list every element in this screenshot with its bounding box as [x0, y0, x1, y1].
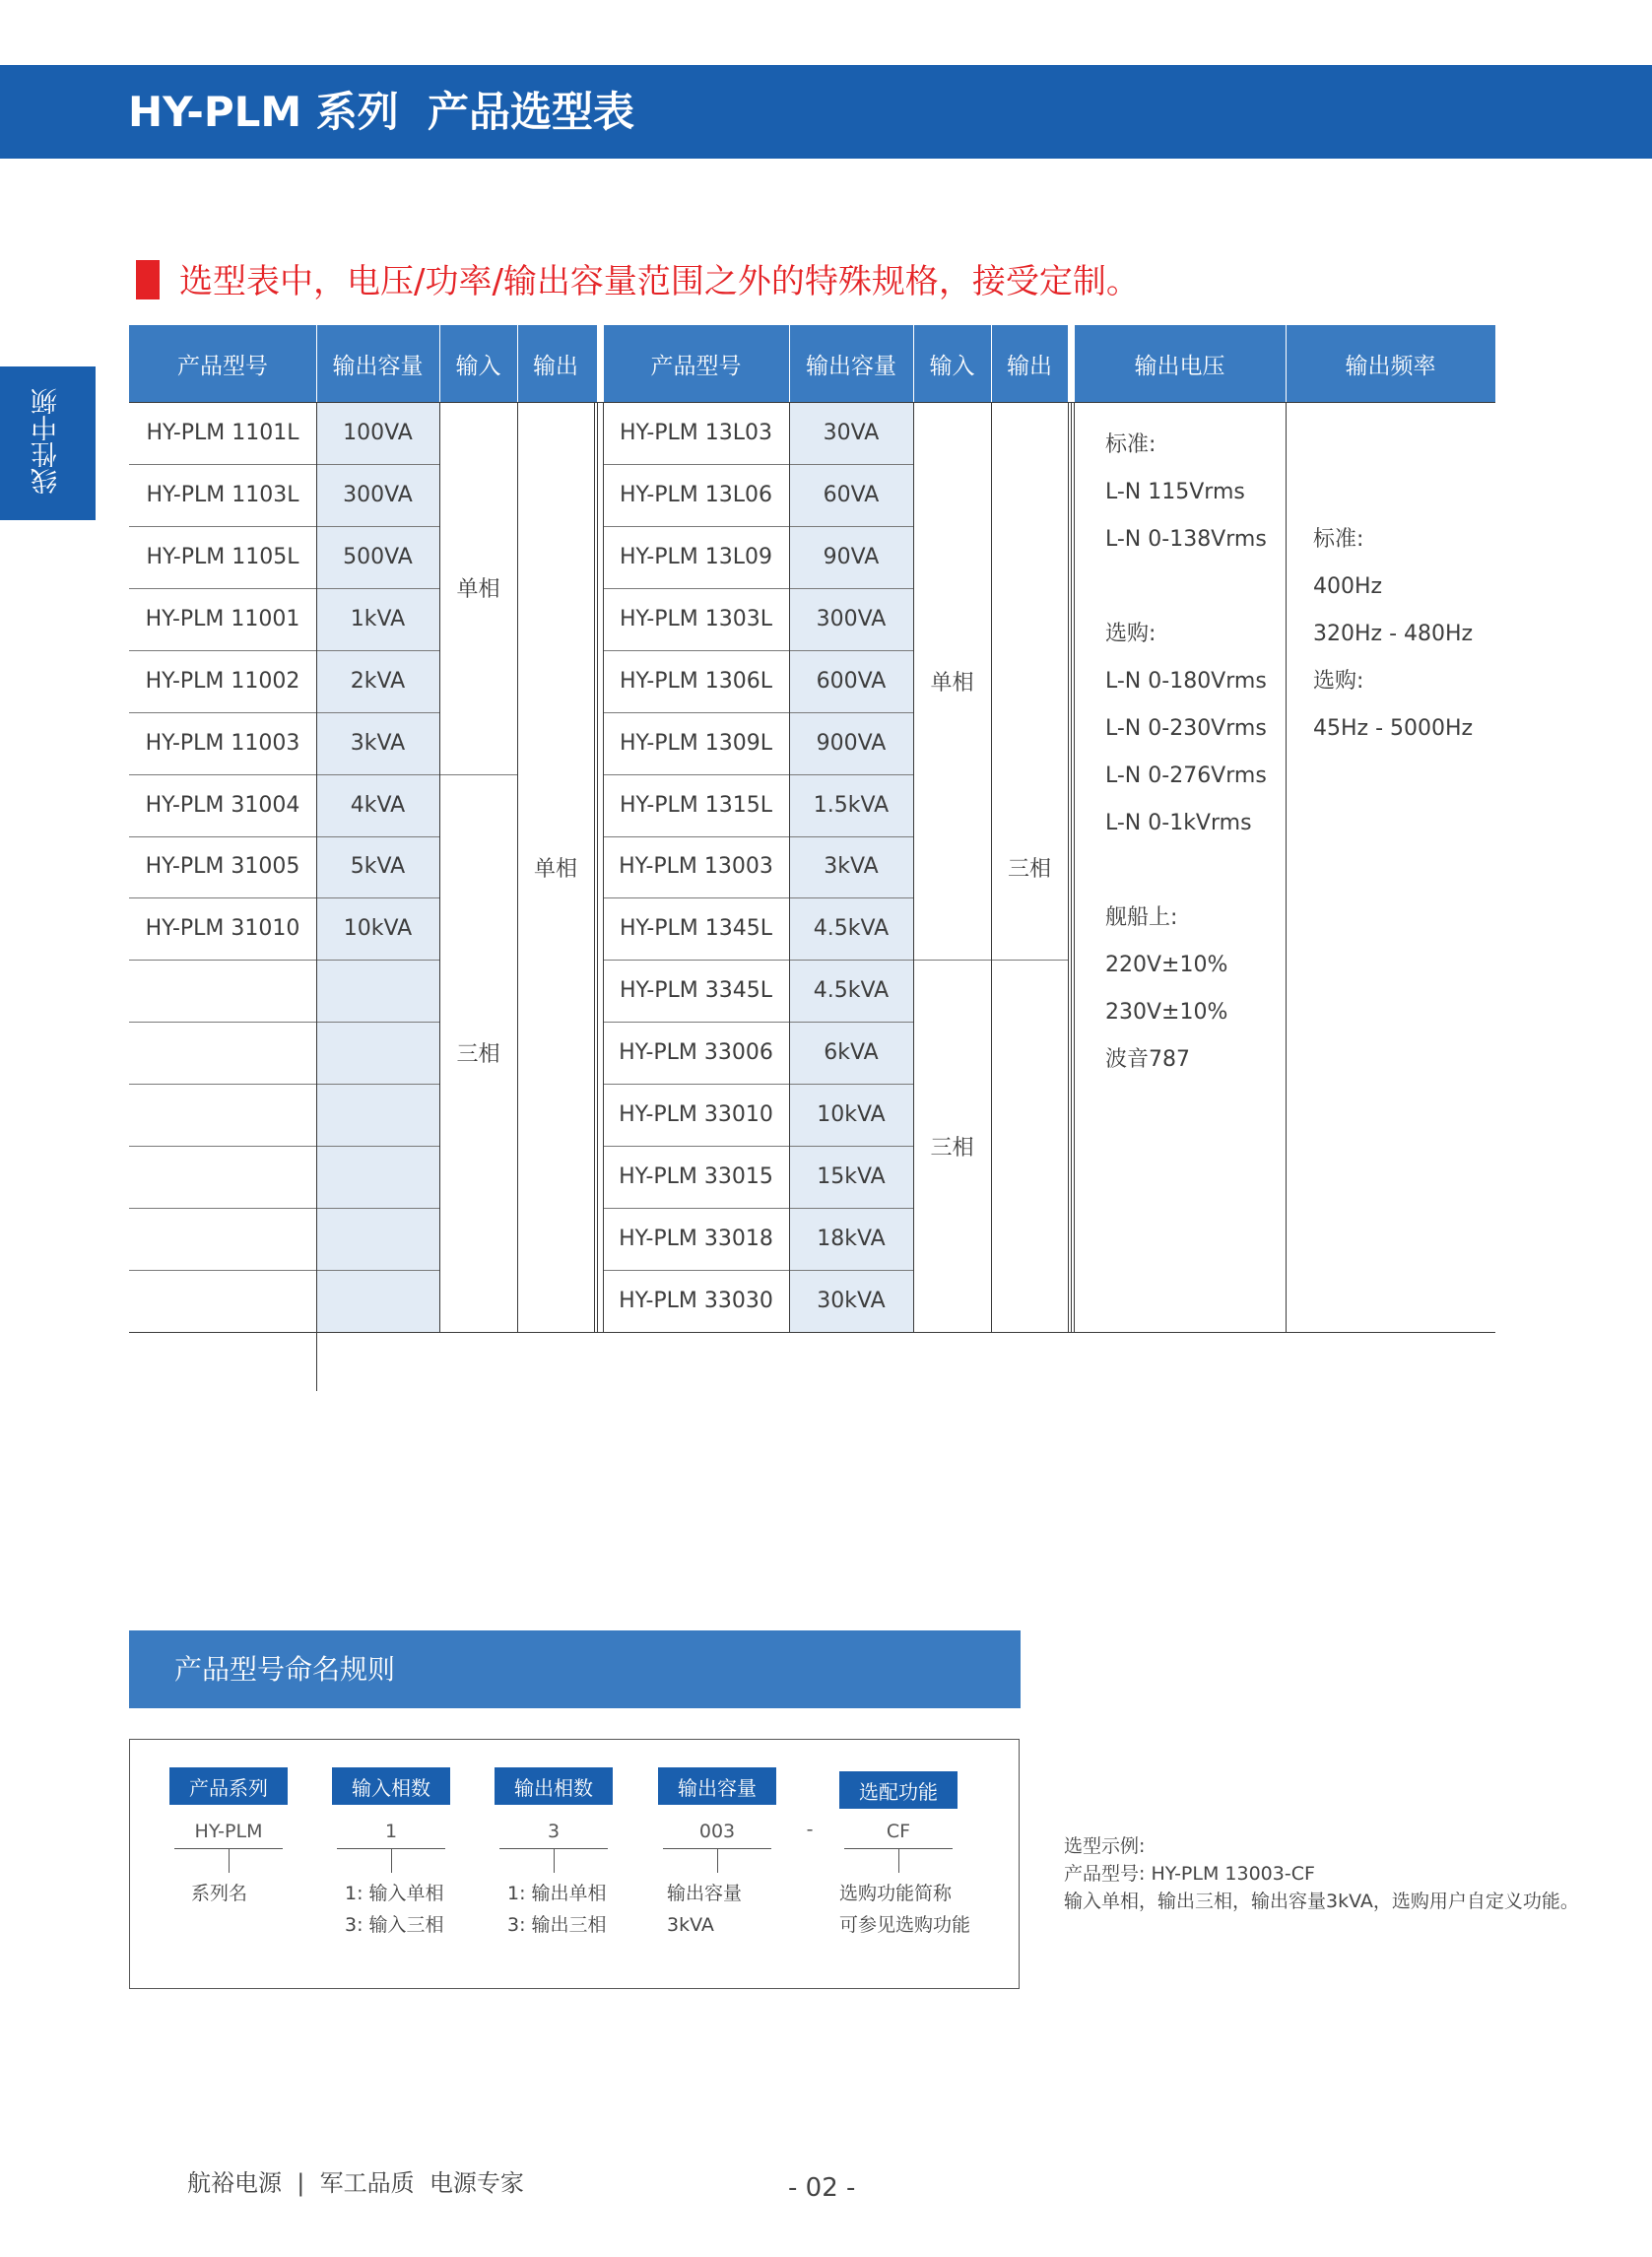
row-divider: [603, 712, 913, 713]
table-header-cell: 产品型号: [177, 353, 268, 379]
input-phase-cell: 三相: [930, 1135, 974, 1161]
output-voltage-line: 230V±10%: [1105, 1000, 1228, 1025]
table-header-cell: 输出: [1007, 353, 1052, 379]
output-phase-cell: 三相: [1007, 856, 1051, 882]
capacity-cell: 3kVA: [350, 730, 406, 756]
notice-marker: [136, 260, 160, 299]
column-divider: [439, 402, 440, 1332]
model-cell: HY-PLM 33006: [619, 1040, 773, 1066]
model-cell: HY-PLM 11001: [145, 606, 300, 631]
model-cell: HY-PLM 1315L: [619, 792, 773, 818]
naming-label: 选配功能: [839, 1771, 958, 1809]
model-cell: HY-PLM 33018: [619, 1227, 773, 1252]
row-divider: [603, 1084, 913, 1085]
capacity-cell: 5kVA: [350, 854, 406, 880]
output-voltage-line: L-N 115Vrms: [1105, 480, 1245, 504]
table-header-cell: 输出容量: [806, 353, 896, 379]
naming-label: 产品系列: [169, 1767, 288, 1805]
model-cell: HY-PLM 1303L: [619, 606, 773, 631]
model-cell: HY-PLM 13L06: [619, 482, 773, 507]
column-divider: [789, 402, 790, 1332]
row-divider: [129, 774, 439, 775]
row-divider: [603, 836, 913, 837]
output-voltage-line: 选购:: [1105, 622, 1156, 646]
output-voltage-line: 标准:: [1105, 432, 1156, 457]
example-line: 产品型号: HY-PLM 13003-CF: [1064, 1863, 1315, 1885]
model-cell: HY-PLM 13L03: [619, 420, 773, 445]
row-divider: [603, 464, 913, 465]
capacity-cell: 10kVA: [343, 916, 413, 942]
row-divider: [129, 526, 439, 527]
output-frequency-line: 320Hz - 480Hz: [1313, 622, 1474, 646]
header-divider: [597, 325, 603, 402]
row-divider: [603, 526, 913, 527]
naming-value: CF: [886, 1821, 911, 1842]
side-tab: [0, 366, 96, 520]
row-divider: [603, 774, 913, 775]
output-voltage-line: L-N 0-276Vrms: [1105, 763, 1267, 788]
model-cell: HY-PLM 11002: [145, 668, 300, 694]
naming-description: 3: 输入三相: [345, 1914, 444, 1936]
header-divider: [789, 325, 790, 402]
naming-description: 系列名: [191, 1883, 248, 1904]
header-divider: [991, 325, 992, 402]
model-cell: HY-PLM 1103L: [146, 482, 299, 507]
model-cell: HY-PLM 13L09: [619, 544, 773, 569]
row-divider: [603, 1208, 913, 1209]
example-line: 选型示例:: [1064, 1835, 1146, 1857]
row-divider: [129, 1022, 439, 1023]
capacity-cell: 18kVA: [817, 1227, 886, 1252]
table-bottom-line: [129, 1332, 1495, 1333]
row-divider: [129, 1146, 439, 1147]
header-divider: [1068, 325, 1074, 402]
naming-value: 003: [698, 1821, 736, 1842]
row-divider: [129, 712, 439, 713]
column-divider: [913, 402, 914, 1332]
naming-label: 输出容量: [658, 1767, 776, 1805]
column-divider: [517, 402, 518, 1332]
row-divider: [129, 464, 439, 465]
naming-label: 输出相数: [495, 1767, 613, 1805]
naming-description: 3kVA: [667, 1914, 714, 1936]
row-divider: [603, 1022, 913, 1023]
capacity-cell: 15kVA: [817, 1164, 886, 1190]
naming-tick: [391, 1849, 392, 1873]
header-divider: [517, 325, 518, 402]
input-phase-cell: 单相: [456, 577, 500, 603]
output-voltage-line: 舰船上:: [1105, 905, 1178, 930]
header-divider: [603, 325, 604, 402]
row-divider: [129, 836, 439, 837]
model-cell: HY-PLM 1306L: [619, 668, 773, 694]
row-divider: [603, 960, 913, 961]
capacity-cell: 100VA: [343, 420, 413, 445]
naming-rule-box: [129, 1739, 1020, 1989]
capacity-cell: 2kVA: [350, 668, 406, 694]
naming-description: 可参见选购功能: [839, 1914, 971, 1936]
column-divider: [316, 1332, 317, 1391]
table-header-cell: 输出电压: [1134, 353, 1225, 379]
naming-description: 输出容量: [667, 1883, 743, 1904]
input-phase-cell: 单相: [930, 670, 974, 696]
capacity-cell: 500VA: [343, 544, 413, 569]
column-divider: [1068, 402, 1069, 1332]
row-divider: [439, 774, 517, 775]
table-header-cell: 输入: [455, 353, 501, 379]
naming-value: 3: [547, 1821, 561, 1842]
column-divider: [316, 402, 317, 1332]
header-divider: [316, 325, 317, 402]
row-divider: [129, 1208, 439, 1209]
capacity-cell: 4.5kVA: [813, 978, 890, 1004]
row-divider: [603, 650, 913, 651]
output-voltage-line: L-N 0-138Vrms: [1105, 527, 1267, 552]
capacity-cell: 10kVA: [817, 1102, 886, 1128]
page-title: HY-PLM 系列 产品选型表: [128, 88, 635, 136]
header-divider: [439, 325, 440, 402]
capacity-cell: 1.5kVA: [813, 792, 890, 818]
input-phase-cell: 三相: [456, 1042, 500, 1068]
row-divider: [603, 897, 913, 898]
capacity-cell: 300VA: [343, 482, 413, 507]
naming-section-title: 产品型号命名规则: [174, 1653, 396, 1686]
naming-value: 1: [384, 1821, 398, 1842]
row-divider: [129, 897, 439, 898]
header-divider: [913, 325, 914, 402]
model-cell: HY-PLM 33030: [619, 1289, 773, 1314]
model-cell: HY-PLM 13003: [619, 854, 773, 880]
output-phase-cell: 单相: [533, 856, 577, 882]
model-cell: HY-PLM 33015: [619, 1164, 773, 1190]
capacity-cell: 1kVA: [350, 606, 406, 631]
output-frequency-line: 400Hz: [1313, 574, 1383, 599]
output-frequency-line: 选购:: [1313, 669, 1364, 694]
model-cell: HY-PLM 33010: [619, 1102, 773, 1128]
page-number: - 02 -: [788, 2173, 856, 2203]
notice-text: 选型表中，电压/功率/输出容量范围之外的特殊规格，接受定制。: [179, 262, 1140, 301]
row-divider: [129, 650, 439, 651]
naming-section-header: [129, 1630, 1021, 1708]
capacity-cell: 90VA: [823, 544, 880, 569]
table-header-cell: 输出容量: [332, 353, 424, 379]
capacity-cell: 60VA: [823, 482, 880, 507]
column-divider: [597, 402, 598, 1332]
column-divider: [1286, 402, 1287, 1332]
naming-tick: [898, 1849, 899, 1873]
model-cell: HY-PLM 31010: [145, 916, 300, 942]
capacity-cell: 900VA: [816, 730, 887, 756]
table-top-line: [129, 402, 1495, 403]
capacity-cell: 4kVA: [350, 792, 406, 818]
header-divider: [1074, 325, 1075, 402]
column-divider: [1071, 402, 1072, 1332]
naming-tick: [229, 1849, 230, 1873]
model-cell: HY-PLM 1105L: [146, 544, 299, 569]
output-frequency-line: 45Hz - 5000Hz: [1313, 716, 1474, 741]
output-voltage-line: 波音787: [1105, 1047, 1190, 1072]
naming-separator: -: [806, 1819, 814, 1840]
naming-tick: [717, 1849, 718, 1873]
row-divider: [603, 1270, 913, 1271]
header-divider: [1286, 325, 1287, 402]
column-divider: [991, 402, 992, 1332]
column-divider: [1074, 402, 1075, 1332]
model-cell: HY-PLM 31005: [145, 854, 300, 880]
model-cell: HY-PLM 31004: [145, 792, 300, 818]
table-header-cell: 输出频率: [1345, 353, 1436, 379]
output-voltage-line: L-N 0-230Vrms: [1105, 716, 1267, 741]
naming-tick: [554, 1849, 555, 1873]
model-cell: HY-PLM 1345L: [619, 916, 773, 942]
naming-description: 选购功能简称: [839, 1883, 953, 1904]
model-cell: HY-PLM 3345L: [619, 978, 773, 1004]
side-tab-label: 线性中频: [32, 388, 62, 495]
selection-example: [1064, 1832, 1579, 1915]
capacity-cell: 6kVA: [824, 1040, 879, 1066]
table-header-cell: 输出: [533, 353, 578, 379]
capacity-cell: 600VA: [816, 668, 887, 694]
row-divider: [129, 1270, 439, 1271]
row-divider: [603, 588, 913, 589]
column-divider: [603, 402, 604, 1332]
row-divider: [129, 1084, 439, 1085]
model-cell: HY-PLM 1309L: [619, 730, 773, 756]
output-voltage-line: L-N 0-180Vrms: [1105, 669, 1267, 694]
model-cell: HY-PLM 1101L: [146, 420, 299, 445]
output-voltage-line: 220V±10%: [1105, 953, 1228, 977]
output-voltage-line: L-N 0-1kVrms: [1105, 811, 1252, 835]
naming-value: HY-PLM: [194, 1821, 263, 1842]
capacity-cell: 3kVA: [824, 854, 879, 880]
footer-brand: 航裕电源 | 军工品质 电源专家: [187, 2169, 524, 2197]
row-divider: [603, 1146, 913, 1147]
table-header-cell: 产品型号: [650, 353, 742, 379]
capacity-cell: 30kVA: [817, 1289, 886, 1314]
table-header-cell: 输入: [929, 353, 975, 379]
capacity-cell: 300VA: [816, 606, 887, 631]
row-divider: [129, 588, 439, 589]
naming-description: 3: 输出三相: [507, 1914, 607, 1936]
naming-label: 输入相数: [332, 1767, 450, 1805]
capacity-cell: 4.5kVA: [813, 916, 890, 942]
example-line: 输入单相，输出三相，输出容量3kVA，选购用户自定义功能。: [1064, 1891, 1579, 1912]
capacity-cell: 30VA: [823, 420, 880, 445]
column-divider: [594, 402, 595, 1332]
naming-description: 1: 输出单相: [507, 1883, 607, 1904]
naming-description: 1: 输入单相: [345, 1883, 444, 1904]
header-bar: [0, 65, 1652, 159]
output-frequency-line: 标准:: [1313, 527, 1364, 552]
model-cell: HY-PLM 11003: [145, 730, 300, 756]
row-divider: [129, 960, 439, 961]
